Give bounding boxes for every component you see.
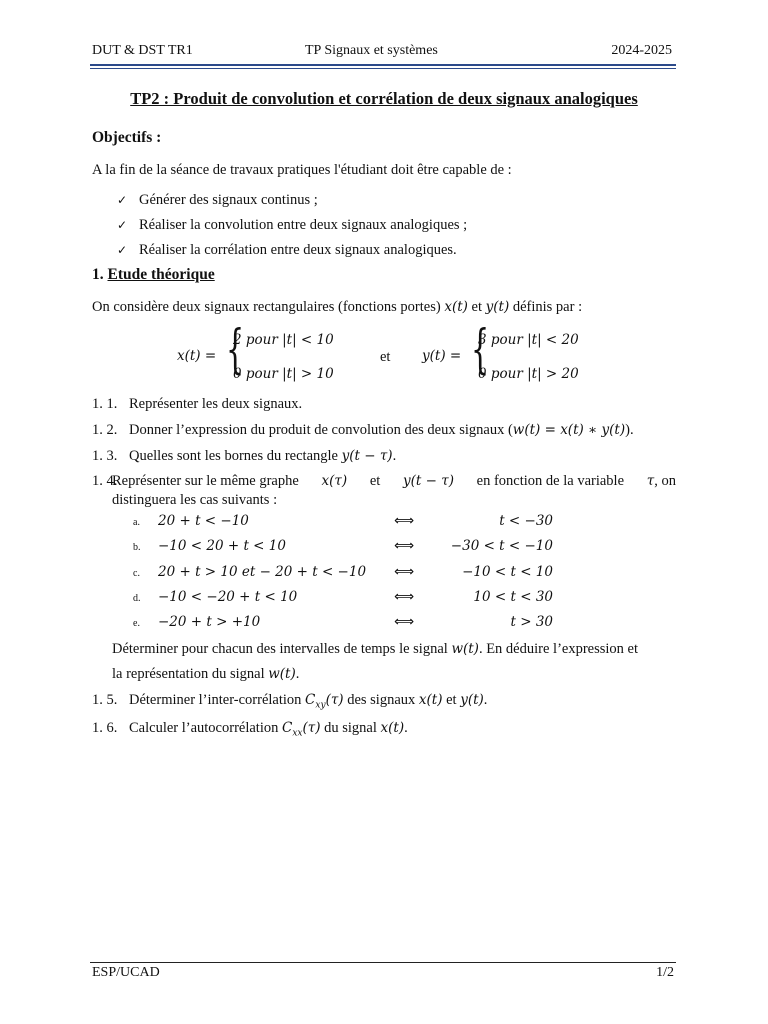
question-text — [129, 692, 487, 711]
page-header — [92, 43, 672, 63]
page-number: 1/2 — [656, 965, 674, 980]
math-cxx — [282, 720, 321, 739]
case-letter: b. — [133, 542, 141, 553]
equivalence-icon: ⟺ — [394, 614, 415, 630]
math-w: w(t) — [451, 641, 479, 657]
y-def-case1: 3 pour |t| < 20 — [478, 332, 579, 348]
question-number: 1. 4. — [92, 473, 118, 489]
case-interval: t < −30 — [499, 513, 553, 529]
intro-end: définis par : — [512, 299, 583, 315]
y-definition — [422, 320, 622, 382]
case-row — [133, 513, 553, 533]
math-w: w(t) — [268, 666, 296, 682]
question-text-part: Calculer l’autocorrélation — [129, 720, 279, 736]
math-y: y(t) — [460, 692, 484, 708]
case-row — [133, 564, 553, 584]
case-row — [133, 589, 553, 609]
math-convolution: w(t) = x(t) ∗ y(t) — [512, 422, 626, 438]
question-text-mid: des signaux — [347, 692, 416, 708]
section-heading — [92, 266, 215, 284]
determine-text-end: . — [295, 666, 300, 682]
math-tau: τ — [646, 473, 655, 489]
question-text-part: Donner l’expression du produit de convolution des deux signaux ( — [129, 422, 513, 438]
q4-text-d: , on — [654, 473, 676, 489]
question-text-end: . — [483, 692, 488, 708]
equivalence-icon: ⟺ — [394, 589, 415, 605]
case-letter: e. — [133, 618, 140, 629]
case-row — [133, 538, 553, 558]
math-y: y(t) — [485, 299, 510, 315]
determine-text-end: . En déduire l’expression et — [478, 641, 638, 657]
section-title: Etude théorique — [107, 266, 215, 283]
question-1-6 — [92, 720, 676, 740]
question-1-5 — [92, 692, 676, 712]
equivalence-icon: ⟺ — [394, 513, 415, 529]
math-cxy — [305, 692, 344, 711]
check-icon: ✓ — [117, 218, 128, 232]
check-icon: ✓ — [117, 243, 128, 257]
case-row — [133, 614, 553, 634]
definition-et: et — [380, 349, 391, 365]
determine-line-1 — [112, 641, 676, 658]
case-condition: −10 < −20 + t < 10 — [158, 589, 298, 605]
question-text: Représenter les deux signaux. — [129, 396, 303, 412]
objective-item — [117, 217, 467, 234]
question-number: 1. 6. — [92, 720, 118, 736]
question-text — [129, 448, 396, 465]
question-text-end: . — [404, 720, 408, 736]
question-1-3 — [92, 448, 676, 468]
question-text-mid: du signal — [324, 720, 377, 736]
left-brace-icon: { — [471, 320, 490, 380]
x-definition — [177, 320, 377, 382]
question-1-2 — [92, 422, 676, 442]
case-interval: −30 < t < −10 — [450, 538, 553, 554]
case-letter: d. — [133, 593, 141, 604]
intro-text: On considère deux signaux rectangulaires (fonctions portes) — [92, 299, 441, 315]
objective-item — [117, 242, 457, 259]
header-rule-thick — [90, 64, 676, 66]
case-interval: 10 < t < 30 — [473, 589, 553, 605]
question-text-part: Déterminer l’inter-corrélation — [129, 692, 302, 708]
q4-text-a: Représenter sur le même graphe — [112, 473, 299, 489]
footer-institution: ESP/UCAD — [92, 965, 160, 980]
check-icon: ✓ — [117, 193, 128, 207]
objective-item — [117, 192, 318, 209]
case-condition: 20 + t > 10 et − 20 + t < −10 — [158, 564, 367, 580]
header-year: 2024-2025 — [611, 43, 672, 58]
case-interval: −10 < t < 10 — [462, 564, 553, 580]
x-def-lhs: x(t) = — [177, 348, 217, 364]
math-c: C — [305, 692, 316, 708]
determine-text: Déterminer pour chacun des intervalles de temps le signal — [112, 641, 448, 657]
question-text-end: ). — [625, 422, 634, 438]
equivalence-icon: ⟺ — [394, 538, 415, 554]
q4-text-b: et — [369, 473, 381, 489]
question-text — [129, 720, 408, 739]
q4-line2: distinguera les cas suivants : — [112, 492, 278, 508]
question-text-part: Quelles sont les bornes du rectangle — [129, 448, 338, 464]
header-course: DUT & DST TR1 — [92, 43, 193, 58]
question-number: 1. 1. — [92, 396, 118, 412]
case-interval: t > 30 — [510, 614, 553, 630]
question-number: 1. 2. — [92, 422, 118, 438]
math-subscript: xx — [292, 728, 303, 739]
case-condition: −20 + t > +10 — [158, 614, 261, 630]
question-text — [129, 422, 634, 439]
math-x-tau: x(τ) — [321, 473, 348, 489]
math-y-t-tau: y(t − τ) — [403, 473, 454, 489]
objective-text: Générer des signaux continus ; — [139, 192, 318, 208]
case-condition: 20 + t < −10 — [158, 513, 249, 529]
math-x: x(t) — [380, 720, 405, 736]
question-1-4 — [92, 473, 676, 513]
header-subject: TP Signaux et systèmes — [305, 43, 438, 58]
determine-line-2 — [112, 666, 299, 683]
y-def-lhs: y(t) = — [422, 348, 462, 364]
definition-intro — [92, 299, 582, 316]
math-tau-arg: (τ) — [302, 720, 321, 736]
q4-text-c: en fonction de la variable — [476, 473, 625, 489]
x-def-case1: 2 pour |t| < 10 — [233, 332, 334, 348]
math-x: x(t) — [418, 692, 443, 708]
left-brace-icon: { — [226, 320, 245, 380]
question-text-and: et — [446, 692, 457, 708]
case-condition: −10 < 20 + t < 10 — [158, 538, 286, 554]
y-def-case2: 0 pour |t| > 20 — [478, 366, 579, 382]
footer-rule — [90, 962, 676, 963]
math-c: C — [282, 720, 293, 736]
x-def-case2: 0 pour |t| > 10 — [233, 366, 334, 382]
question-line — [112, 473, 676, 490]
document-title: TP2 : Produit de convolution et corrélation de deux signaux analogiques — [130, 89, 638, 108]
case-letter: a. — [133, 517, 140, 528]
objectives-heading: Objectifs : — [92, 129, 162, 146]
math-subscript: xy — [315, 700, 326, 711]
math-tau-arg: (τ) — [325, 692, 344, 708]
header-rule-thin — [90, 68, 676, 69]
math-y-shift: y(t − τ) — [341, 448, 393, 464]
intro-and: et — [471, 299, 482, 315]
determine-text: la représentation du signal — [112, 666, 265, 682]
question-number: 1. 3. — [92, 448, 118, 464]
question-number: 1. 5. — [92, 692, 118, 708]
objectives-intro: A la fin de la séance de travaux pratiques l'étudiant doit être capable de : — [92, 162, 512, 178]
equivalence-icon: ⟺ — [394, 564, 415, 580]
math-x: x(t) — [444, 299, 468, 315]
question-text-end: . — [392, 448, 397, 464]
objective-text: Réaliser la corrélation entre deux signaux analogiques. — [139, 242, 457, 258]
question-1-1 — [92, 396, 676, 416]
objective-text: Réaliser la convolution entre deux signaux analogiques ; — [139, 217, 468, 233]
case-letter: c. — [133, 568, 140, 579]
section-number: 1. — [92, 266, 104, 283]
